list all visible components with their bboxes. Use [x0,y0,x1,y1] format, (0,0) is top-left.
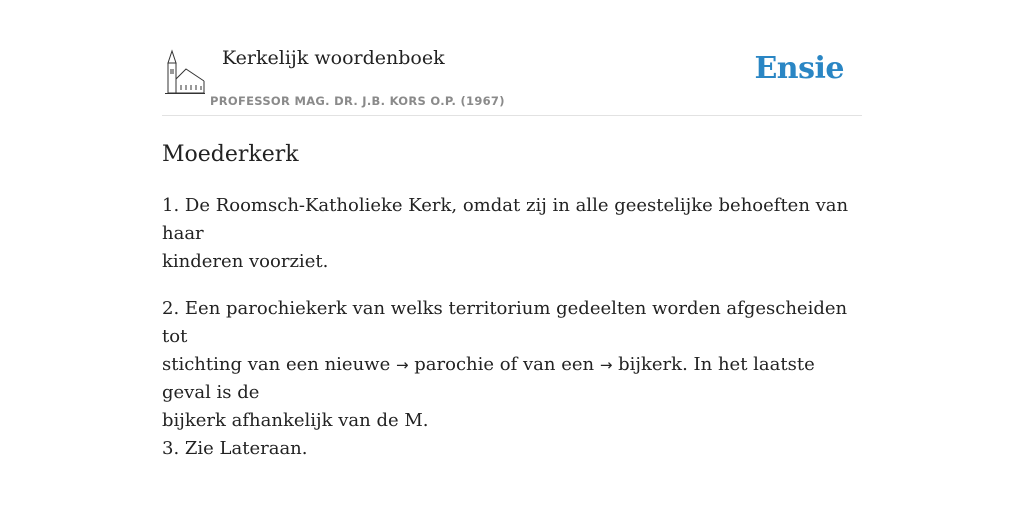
definition-line: 2. Een parochiekerk van welks territorium gedeelten worden afgescheiden tot [162,298,848,347]
dictionary-author: PROFESSOR MAG. DR. J.B. KORS O.P. (1967) [210,94,505,108]
definition-line [162,351,862,407]
definition-text: . In het laatste geval is de [162,354,815,403]
ensie-logo[interactable]: Ensie [754,51,844,86]
arrow-right-icon: → [395,356,409,374]
definition-line: kinderen voorziet. [162,251,329,272]
definition-paragraph [162,192,862,276]
definition-paragraph [162,295,862,463]
definition-text: stichting van een nieuwe [162,354,396,375]
arrow-right-icon: → [599,356,613,374]
definition-line: 1. De Roomsch-Katholieke Kerk, omdat zij in alle geestelijke behoeften van haar [162,195,849,244]
link-bijkerk[interactable]: bijkerk [618,354,683,375]
definition-line: 3. Zie Lateraan. [162,438,308,459]
dictionary-title[interactable]: Kerkelijk woordenboek [222,47,445,69]
definition-line: bijkerk afhankelijk van de M. [162,410,429,431]
church-icon [164,49,206,95]
link-parochie[interactable]: parochie [414,354,495,375]
entry-title: Moederkerk [162,142,299,167]
definition-text: of van een [494,354,600,375]
entry-definition [162,192,862,482]
dictionary-header [162,0,862,116]
page-container [162,0,862,459]
